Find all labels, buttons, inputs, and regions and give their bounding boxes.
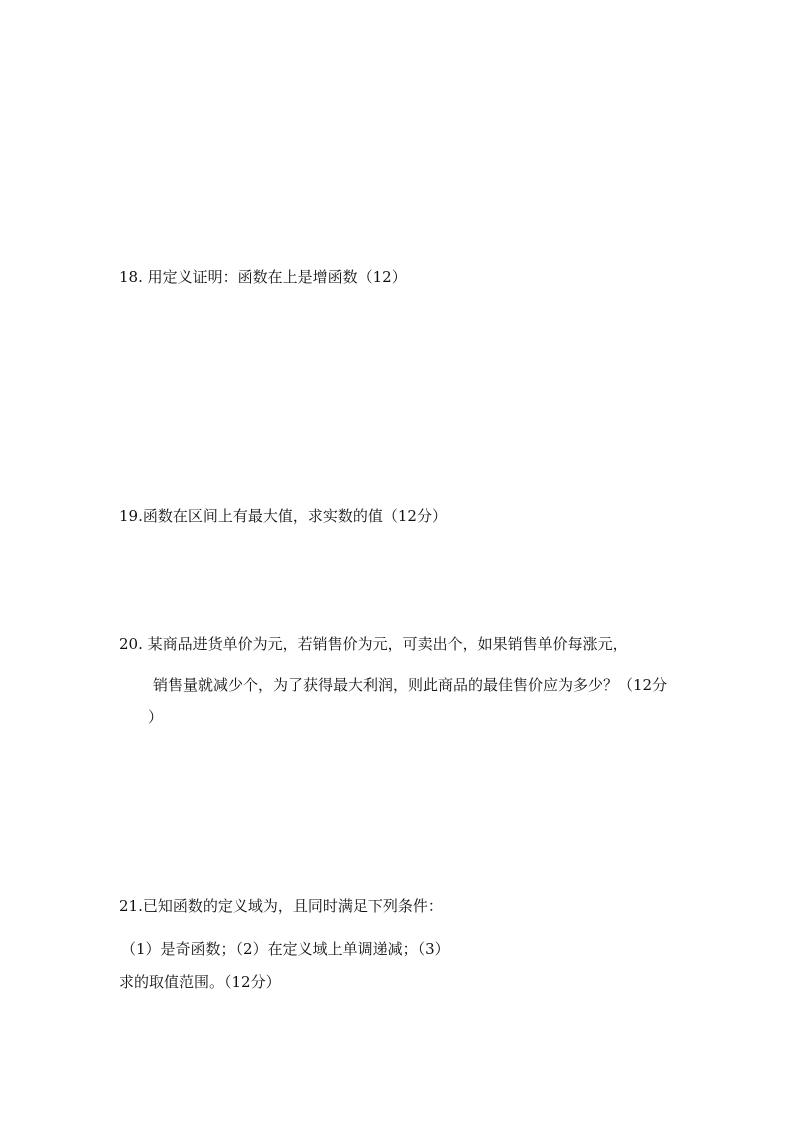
question-21-line-3: 求的取值范围。（12分） bbox=[119, 973, 281, 991]
question-18: 18. 用定义证明：函数在上是增函数（12） bbox=[119, 268, 407, 286]
question-20-line-1: 20. 某商品进货单价为元，若销售价为元，可卖出个，如果销售单价每涨元， bbox=[119, 635, 628, 653]
question-20-line-3: ） bbox=[148, 708, 164, 726]
question-21-line-1: 21.已知函数的定义域为，且同时满足下列条件： bbox=[119, 897, 443, 915]
question-21-line-2: （1）是奇函数；（2）在定义域上单调递减；（3） bbox=[121, 940, 450, 958]
question-19: 19.函数在区间上有最大值，求实数的值（12分） bbox=[119, 507, 447, 525]
question-20-line-2: 销售量就减少个，为了获得最大利润，则此商品的最佳售价应为多少？（12分 bbox=[153, 676, 668, 694]
